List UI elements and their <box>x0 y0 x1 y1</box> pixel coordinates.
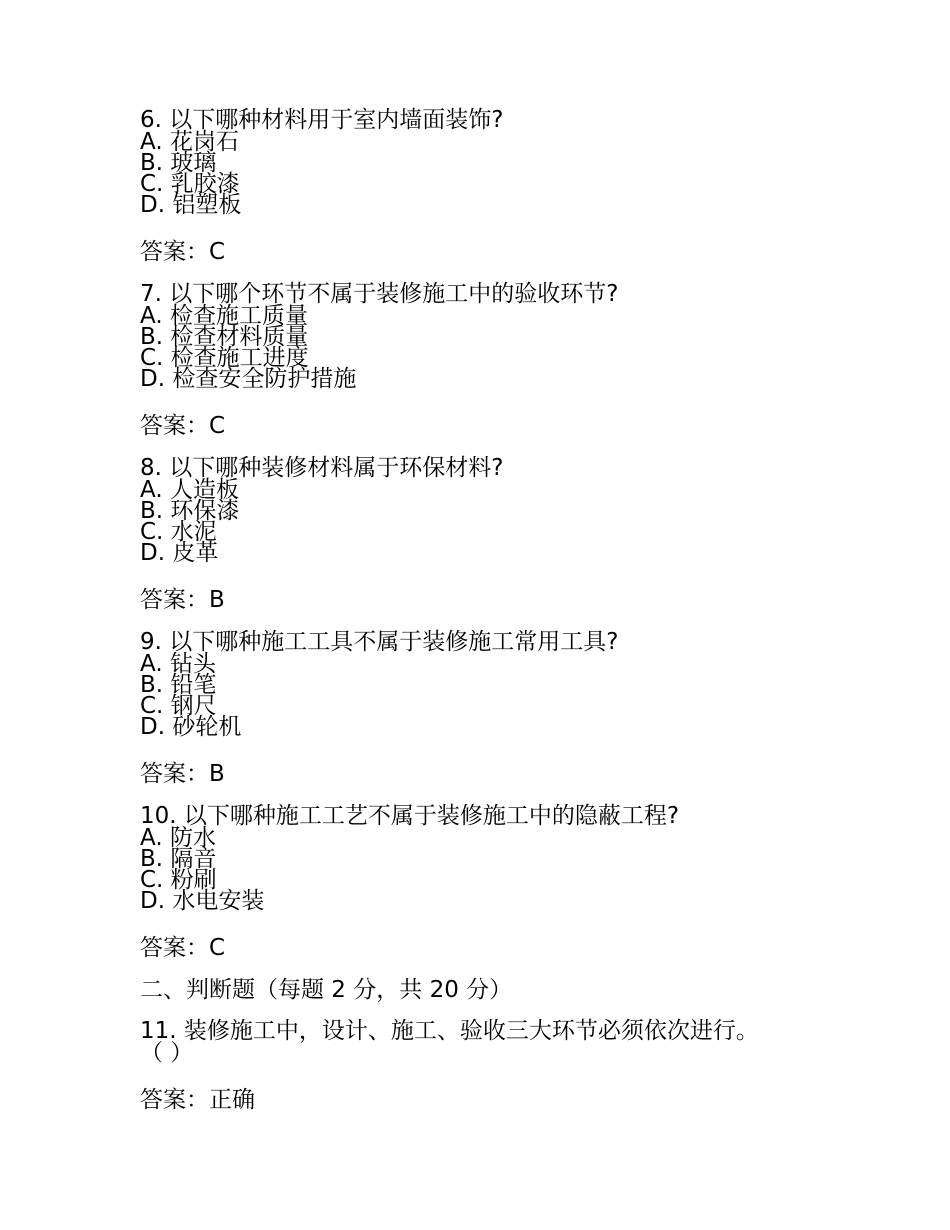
option-a: A. 人造板 <box>140 477 239 503</box>
answer-blank: （ ） <box>140 1040 194 1066</box>
option-c: C. 钢尺 <box>140 693 217 719</box>
question-7 <box>140 282 840 438</box>
option-d: D. 水电安装 <box>140 888 265 914</box>
question-title: 7. 以下哪个环节不属于装修施工中的验收环节? <box>140 281 619 307</box>
question-title: 6. 以下哪种材料用于室内墙面装饰? <box>140 107 504 133</box>
option-c: C. 乳胶漆 <box>140 171 240 197</box>
question-11 <box>140 1020 840 1112</box>
option-b: B. 检查材料质量 <box>140 324 309 350</box>
option-c: C. 粉刷 <box>140 867 217 893</box>
option-b: B. 玻璃 <box>140 150 217 176</box>
question-title: 9. 以下哪种施工工具不属于装修施工常用工具? <box>140 629 619 655</box>
answer-text: 答案：B <box>140 761 225 787</box>
option-d: D. 皮革 <box>140 540 219 566</box>
option-d: D. 检查安全防护措施 <box>140 366 357 392</box>
answer-text: 答案：C <box>140 413 226 439</box>
document-page <box>140 108 840 1130</box>
answer-text: 答案：B <box>140 587 225 613</box>
option-d: D. 砂轮机 <box>140 714 242 740</box>
option-b: B. 隔音 <box>140 846 217 872</box>
question-6 <box>140 108 840 264</box>
option-a: A. 防水 <box>140 825 216 851</box>
option-b: B. 环保漆 <box>140 498 240 524</box>
option-d: D. 铝塑板 <box>140 192 242 218</box>
section-heading: 二、判断题（每题 2 分，共 20 分） <box>140 977 513 1003</box>
question-9 <box>140 630 840 786</box>
question-10 <box>140 804 840 960</box>
answer-text: 答案：C <box>140 239 226 265</box>
answer-text: 答案：正确 <box>140 1087 255 1113</box>
question-title: 10. 以下哪种施工工艺不属于装修施工中的隐蔽工程? <box>140 803 680 829</box>
option-a: A. 花岗石 <box>140 129 239 155</box>
option-a: A. 检查施工质量 <box>140 303 308 329</box>
question-8 <box>140 456 840 612</box>
answer-text: 答案：C <box>140 935 226 961</box>
question-title: 8. 以下哪种装修材料属于环保材料? <box>140 455 504 481</box>
option-c: C. 检查施工进度 <box>140 345 309 371</box>
question-title: 11. 装修施工中，设计、施工、验收三大环节必须依次进行。 <box>140 1018 759 1044</box>
option-b: B. 铅笔 <box>140 672 217 698</box>
option-a: A. 钻头 <box>140 651 216 677</box>
option-c: C. 水泥 <box>140 519 217 545</box>
